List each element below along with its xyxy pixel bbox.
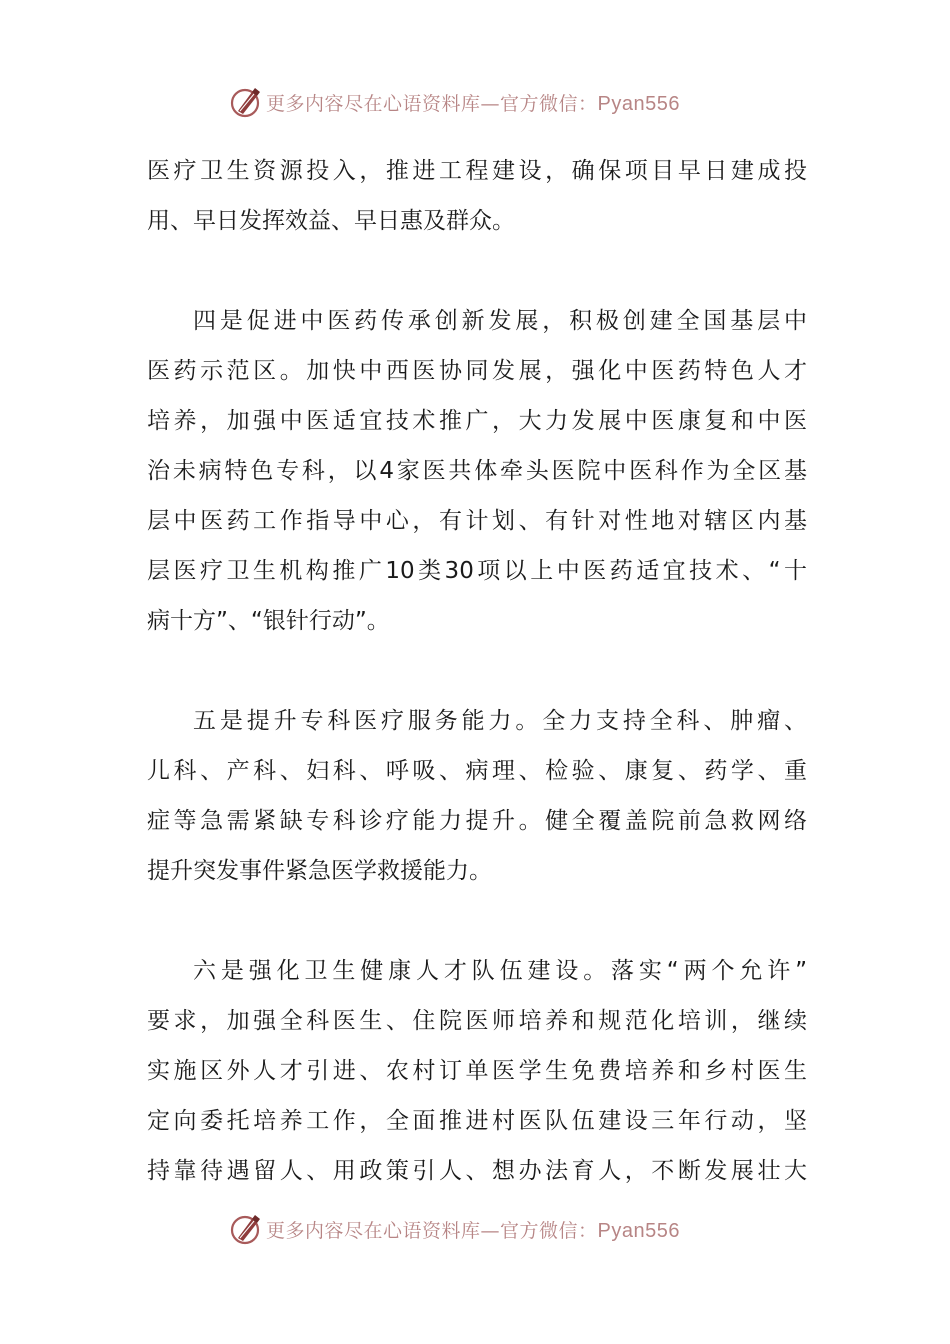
paragraph-continuation bbox=[147, 146, 807, 246]
paragraph-talent-team bbox=[147, 946, 807, 1196]
text-line: 用、早日发挥效益、早日惠及群众。 bbox=[147, 208, 515, 234]
text-line: 定向委托培养工作，全面推进村医队伍建设三年行动，坚 bbox=[147, 1108, 807, 1134]
text-line: 医药示范区。加快中西医协同发展，强化中医药特色人才 bbox=[147, 358, 807, 384]
paragraph-specialty-services bbox=[147, 696, 807, 896]
pen-nib-circle-logo-icon bbox=[228, 1211, 264, 1247]
text-line: 病十方”、“银针行动”。 bbox=[147, 608, 390, 634]
header-watermark-banner bbox=[228, 82, 748, 122]
text-line: 六是强化卫生健康人才队伍建设。落实“两个允许” bbox=[193, 958, 807, 984]
text-line: 培养，加强中医适宜技术推广，大力发展中医康复和中医 bbox=[147, 408, 807, 434]
text-line: 治未病特色专科，以4家医共体牵头医院中医科作为全区基 bbox=[147, 458, 807, 484]
text-line: 层中医药工作指导中心，有计划、有针对性地对辖区内基 bbox=[147, 508, 807, 534]
document-body bbox=[147, 146, 807, 1246]
wechat-id: Pyan556 bbox=[597, 92, 680, 115]
text-line: 层医疗卫生机构推广10类30项以上中医药适宜技术、“十 bbox=[147, 558, 807, 584]
footer-watermark-banner bbox=[228, 1209, 748, 1249]
text-line: 儿科、产科、妇科、呼吸、病理、检验、康复、药学、重 bbox=[147, 758, 807, 784]
footer-banner-text: 更多内容尽在心语资料库—官方微信：Pyan556 bbox=[266, 1219, 680, 1242]
text-line: 医疗卫生资源投入，推进工程建设，确保项目早日建成投 bbox=[147, 158, 807, 184]
text-line: 五是提升专科医疗服务能力。全力支持全科、肿瘤、 bbox=[193, 708, 807, 734]
wechat-id: Pyan556 bbox=[597, 1219, 680, 1242]
text-line: 实施区外人才引进、农村订单医学生免费培养和乡村医生 bbox=[147, 1058, 807, 1084]
text-line: 要求，加强全科医生、住院医师培养和规范化培训，继续 bbox=[147, 1008, 807, 1034]
text-line: 四是促进中医药传承创新发展，积极创建全国基层中 bbox=[193, 308, 807, 334]
text-line: 持靠待遇留人、用政策引人、想办法育人，不断发展壮大 bbox=[147, 1158, 807, 1184]
header-banner-text: 更多内容尽在心语资料库—官方微信：Pyan556 bbox=[266, 92, 680, 115]
text-line: 提升突发事件紧急医学救援能力。 bbox=[147, 858, 492, 884]
pen-nib-circle-logo-icon bbox=[228, 84, 264, 120]
paragraph-tcm-development bbox=[147, 296, 807, 646]
text-line: 症等急需紧缺专科诊疗能力提升。健全覆盖院前急救网络 bbox=[147, 808, 807, 834]
